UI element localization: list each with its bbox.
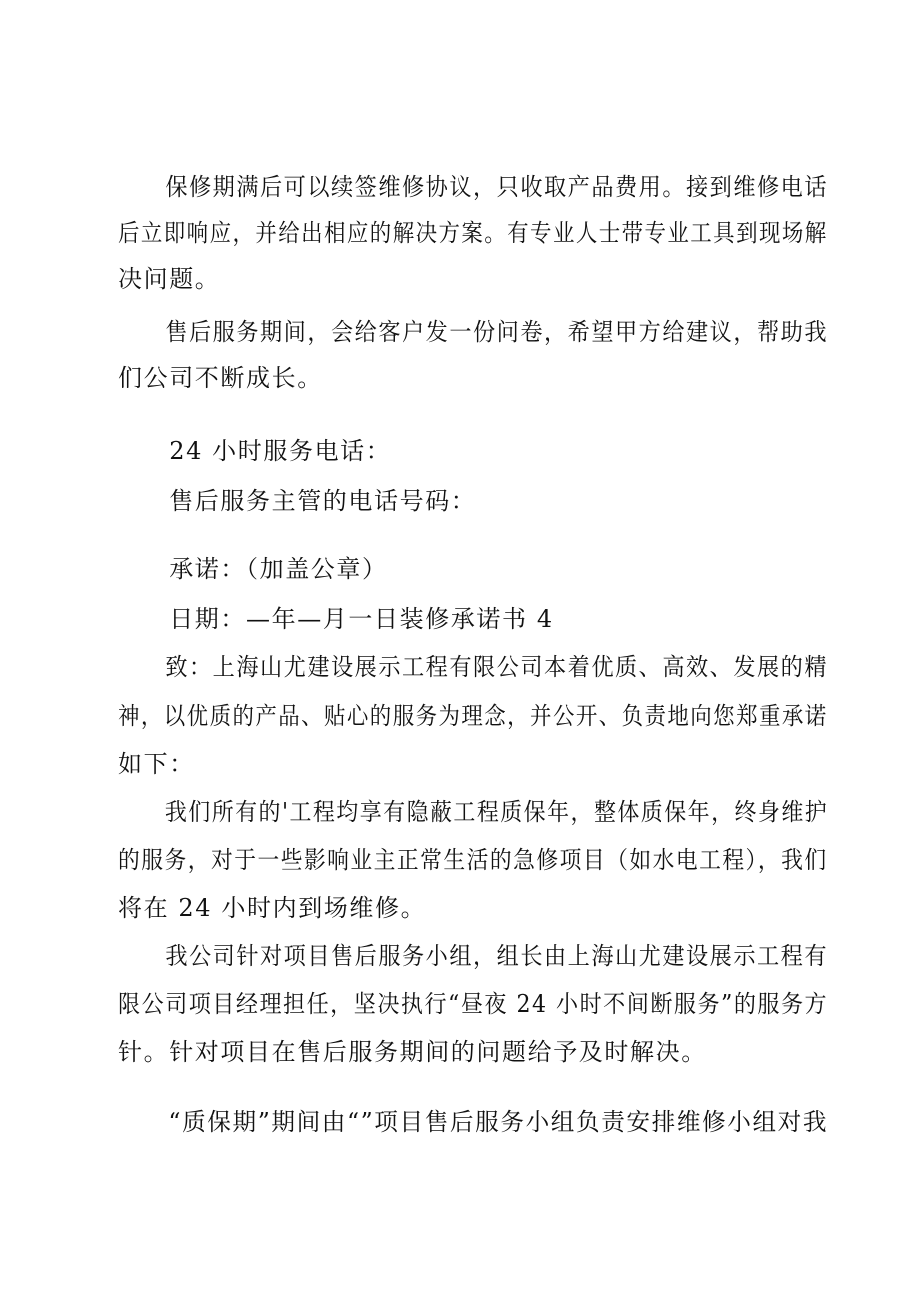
text-line: 针。针对项目在售后服务期间的问题给予及时解决。 (118, 1038, 707, 1066)
text-line: 决问题。 (118, 265, 221, 293)
text-line: 们公司不断成长。 (118, 364, 323, 392)
service-hotline-label: 24 小时服务电话： (118, 437, 392, 465)
text-line: 售后服务期间，会给客户发一份问卷，希望甲方给建议，帮助我 (118, 318, 828, 346)
date-title-line: 日期：—年—月一日装修承诺书 4 (118, 605, 554, 633)
text-line: 将在 24 小时内到场维修。 (118, 894, 427, 922)
commitment-seal-line: 承诺：（加盖公章） (118, 555, 388, 583)
text-line: 神，以优质的产品、贴心的服务为理念，并公开、负责地向您郑重承诺 (118, 702, 828, 730)
text-line: 我公司针对项目售后服务小组，组长由上海山尤建设展示工程有 (118, 942, 828, 970)
text-line: 后立即响应，并给出相应的解决方案。有专业人士带专业工具到现场解 (118, 219, 828, 247)
text-line: “质保期”期间由“”项目售后服务小组负责安排维修小组对我 (118, 1108, 829, 1136)
text-line: 限公司项目经理担任，坚决执行“昼夜 24 小时不间断服务”的服务方 (118, 990, 829, 1018)
text-line: 保修期满后可以续签维修协议，只收取产品费用。接到维修电话 (118, 173, 828, 201)
supervisor-phone-label: 售后服务主管的电话号码： (118, 487, 477, 515)
text-line: 我们所有的'工程均享有隐蔽工程质保年，整体质保年，终身维护 (118, 798, 829, 826)
text-line: 致：上海山尤建设展示工程有限公司本着优质、高效、发展的精 (118, 653, 828, 681)
text-line: 的服务，对于一些影响业主正常生活的急修项目（如水电工程），我们 (118, 846, 828, 874)
document-page (118, 0, 828, 1301)
text-line: 如下： (118, 750, 195, 778)
